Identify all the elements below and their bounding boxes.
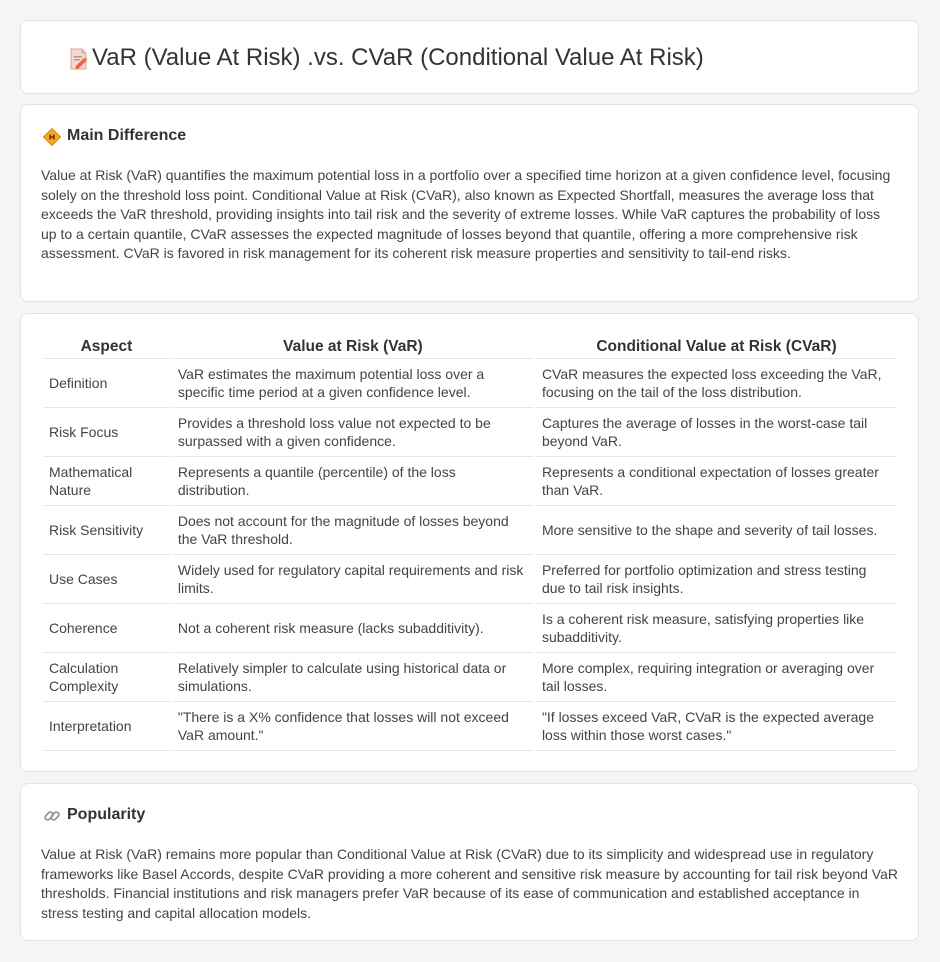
cell-aspect: Mathematical Nature	[43, 457, 170, 506]
cell-aspect: Risk Sensitivity	[43, 506, 170, 555]
cell-cvar: CVaR measures the expected loss exceeding the VaR, focusing on the tail of the loss distribution.	[536, 359, 897, 408]
popularity-card	[20, 783, 919, 941]
document-edit-icon	[67, 47, 91, 71]
table-row	[43, 457, 897, 506]
cell-cvar: Preferred for portfolio optimization and stress testing due to tail risk insights.	[536, 555, 897, 604]
cell-aspect: Use Cases	[43, 555, 170, 604]
table-header-row	[43, 335, 897, 359]
cell-aspect: Coherence	[43, 604, 170, 653]
cell-aspect: Interpretation	[43, 702, 170, 751]
table-row	[43, 408, 897, 457]
cell-var: Relatively simpler to calculate using historical data or simulations.	[172, 653, 534, 702]
popularity-text: Value at Risk (VaR) remains more popular than Conditional Value at Risk (CVaR) due to its simplicity and widespread use in regulatory frameworks like Basel Accords, despite CVaR providing a more coherent and sensitive risk measure by accounting for tail risk beyond VaR thresholds. Financial institutions and risk managers prefer VaR because of its ease of communication and established acceptance in stress testing and capital allocation models.	[41, 846, 898, 921]
cell-cvar: Captures the average of losses in the worst-case tail beyond VaR.	[536, 408, 897, 457]
cell-var: Represents a quantile (percentile) of the loss distribution.	[172, 457, 534, 506]
cell-cvar: Represents a conditional expectation of losses greater than VaR.	[536, 457, 897, 506]
table-row	[43, 702, 897, 751]
cell-var: Does not account for the magnitude of losses beyond the VaR threshold.	[172, 506, 534, 555]
table-row	[43, 653, 897, 702]
table-row	[43, 604, 897, 653]
header-aspect: Aspect	[43, 335, 170, 359]
table-row	[43, 555, 897, 604]
cell-aspect: Definition	[43, 359, 170, 408]
cell-cvar: More complex, requiring integration or averaging over tail losses.	[536, 653, 897, 702]
comparison-table	[41, 335, 899, 751]
popularity-heading: Popularity	[67, 806, 146, 823]
cell-cvar: Is a coherent risk measure, satisfying properties like subadditivity.	[536, 604, 897, 653]
main-difference-card	[20, 104, 919, 302]
link-icon	[43, 807, 61, 825]
cell-var: Widely used for regulatory capital requirements and risk limits.	[172, 555, 534, 604]
header-var: Value at Risk (VaR)	[172, 335, 534, 359]
header-cvar: Conditional Value at Risk (CVaR)	[536, 335, 897, 359]
cell-var: VaR estimates the maximum potential loss over a specific time period at a given confidence level.	[172, 359, 534, 408]
comparison-table-card	[20, 313, 919, 772]
table-row	[43, 359, 897, 408]
cell-var: "There is a X% confidence that losses will not exceed VaR amount."	[172, 702, 534, 751]
diamond-sign-icon	[43, 128, 61, 146]
cell-aspect: Calculation Complexity	[43, 653, 170, 702]
cell-var: Provides a threshold loss value not expected to be surpassed with a given confidence.	[172, 408, 534, 457]
title-card	[20, 20, 919, 94]
page-title: VaR (Value At Risk) .vs. CVaR (Conditional Value At Risk)	[92, 44, 704, 71]
cell-aspect: Risk Focus	[43, 408, 170, 457]
cell-cvar: More sensitive to the shape and severity of tail losses.	[536, 506, 897, 555]
cell-cvar: "If losses exceed VaR, CVaR is the expected average loss within those worst cases."	[536, 702, 897, 751]
cell-var: Not a coherent risk measure (lacks subadditivity).	[172, 604, 534, 653]
main-difference-text: Value at Risk (VaR) quantifies the maximum potential loss in a portfolio over a specified time horizon at a given confidence level, focusing solely on the threshold loss point. Conditional Value at Risk (CVaR), also known as Expected Shortfall, measures the average loss that exceeds the VaR threshold, providing insights into tail risk and the severity of extreme losses. While VaR captures the probability of loss up to a certain quantile, CVaR assesses the expected magnitude of losses beyond that quantile, offering a more comprehensive risk assessment. CVaR is favored in risk management for its coherent risk measure properties and sensitivity to tail-end risks.	[41, 167, 891, 261]
table-row	[43, 506, 897, 555]
main-difference-heading: Main Difference	[67, 127, 187, 144]
